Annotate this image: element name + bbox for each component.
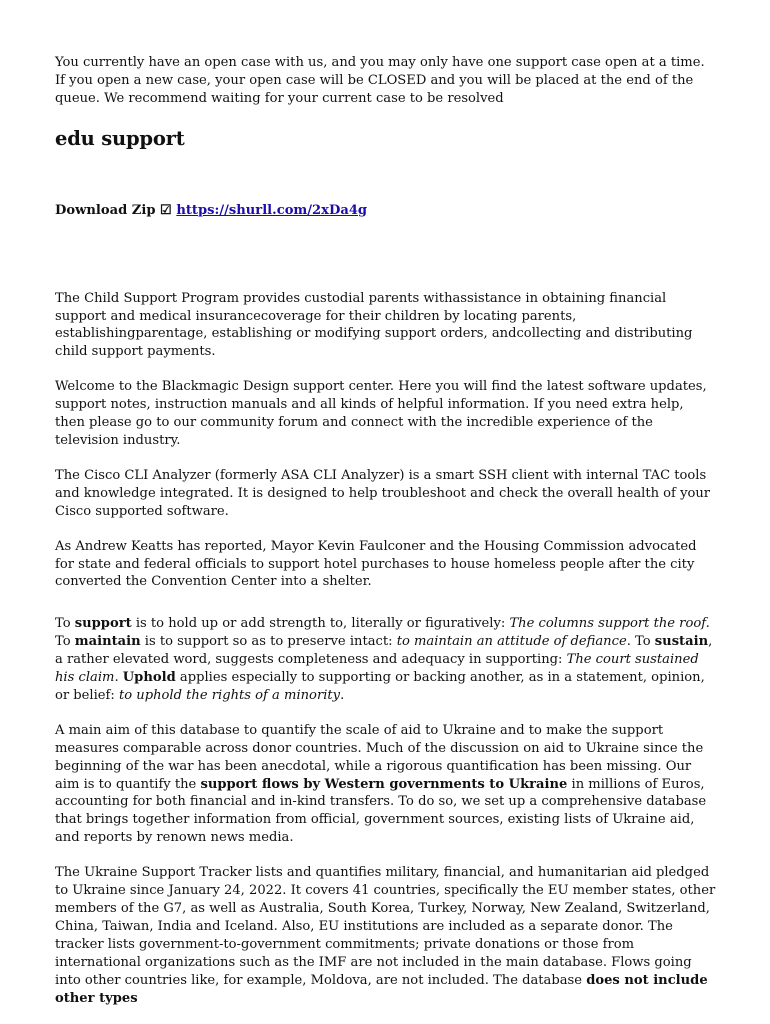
download-line xyxy=(55,202,717,220)
text-fragment: applies especially to supporting or backing another, as in a statement, opinion, or belief: xyxy=(55,670,705,703)
support-flows-emphasis: support flows by Western governments to Ukraine xyxy=(200,776,568,792)
text-fragment: A main aim of this database to quantify the scale of aid to Ukraine and to make the support measures comparable across donor countries. Much of the discussion on aid to Ukraine since the beginning of the war has been anecdotal, while a rigorous quantification has been missing. Our aim is to quantify the xyxy=(55,722,704,792)
text-fragment: To xyxy=(55,634,75,650)
term-uphold: Uphold xyxy=(122,670,176,686)
text-fragment: . xyxy=(114,670,123,686)
example-maintain: to maintain an attitude of defiance xyxy=(396,634,627,650)
example-sustain: The court sustained his claim xyxy=(55,652,699,686)
text-fragment: is to hold up or add strength to, literally or figuratively: xyxy=(131,616,510,632)
definitions-paragraph xyxy=(55,615,717,705)
text-fragment: , a rather elevated word, suggests completeness and adequacy in supporting: xyxy=(55,634,713,668)
child-support-paragraph: The Child Support Program provides custodial parents withassistance in obtaining financial support and medical insurancecoverage for their children by locating parents, establishingparentage, establishing or modifying support orders, andcollecting and distributing child support payments. xyxy=(55,290,693,360)
ukraine-tracker-paragraph xyxy=(55,864,717,1007)
cisco-paragraph: The Cisco CLI Analyzer (formerly ASA CLI Analyzer) is a smart SSH client with internal TAC tools and knowledge integrated. It is designed to help troubleshoot and check the overall health of your Cisco supported software. xyxy=(55,467,711,519)
example-uphold: to uphold the rights of a minority xyxy=(118,687,341,703)
text-fragment: in millions of Euros, accounting for both financial and in-kind transfers. To do so, we set up a comprehensive database that brings together information from official, government sources, existing lists of Ukraine aid, and reports by renown news media. xyxy=(55,776,707,846)
text-fragment: . To xyxy=(626,634,655,650)
checkbox-icon: ☑ xyxy=(160,202,172,218)
ukraine-aim-paragraph xyxy=(55,722,717,847)
text-fragment: . xyxy=(340,687,345,703)
exclusion-emphasis: does not include other types xyxy=(55,972,708,1006)
page-title: edu support xyxy=(55,126,185,150)
keatts-paragraph: As Andrew Keatts has reported, Mayor Kevin Faulconer and the Housing Commission advocated for state and federal officials to support hotel purchases to house homeless people after the city converted the Convention Center into a shelter. xyxy=(55,538,697,590)
term-sustain: sustain xyxy=(654,634,709,650)
download-link[interactable]: https://shurll.com/2xDa4g xyxy=(176,202,368,218)
example-support: The columns support the roof. xyxy=(509,616,710,632)
text-fragment: is to support so as to preserve intact: xyxy=(140,634,397,650)
blackmagic-paragraph: Welcome to the Blackmagic Design support center. Here you will find the latest software updates, support notes, instruction manuals and all kinds of helpful information. If you need extra help, then please go to our community forum and connect with the incredible experience of the television industry. xyxy=(55,379,707,448)
text-fragment: The Ukraine Support Tracker lists and quantifies military, financial, and humanitarian aid pledged to Ukraine since January 24, 2022. It covers 41 countries, specifically the EU member states, other members of the G7, as well as Australia, South Korea, Turkey, Norway, New Zealand, Switzerland, China, Taiwan, India and Iceland. Also, EU institutions are included as a separate donor. The tracker lists government-to-government commitments; private donations or those from international organizations such as the IMF are not included in the main database. Flows going into other countries like, for example, Moldova, are not included. The database xyxy=(55,865,716,988)
term-maintain: maintain xyxy=(74,634,141,650)
term-support: support xyxy=(74,616,132,632)
download-label: Download Zip xyxy=(55,202,156,218)
text-fragment: To xyxy=(55,616,75,632)
open-case-notice: You currently have an open case with us, and you may only have one support case open at a time. If you open a new case, your open case will be CLOSED and you will be placed at the end of the queue. We recommend waiting for your current case to be resolved xyxy=(55,55,705,106)
document-body xyxy=(55,54,717,1024)
